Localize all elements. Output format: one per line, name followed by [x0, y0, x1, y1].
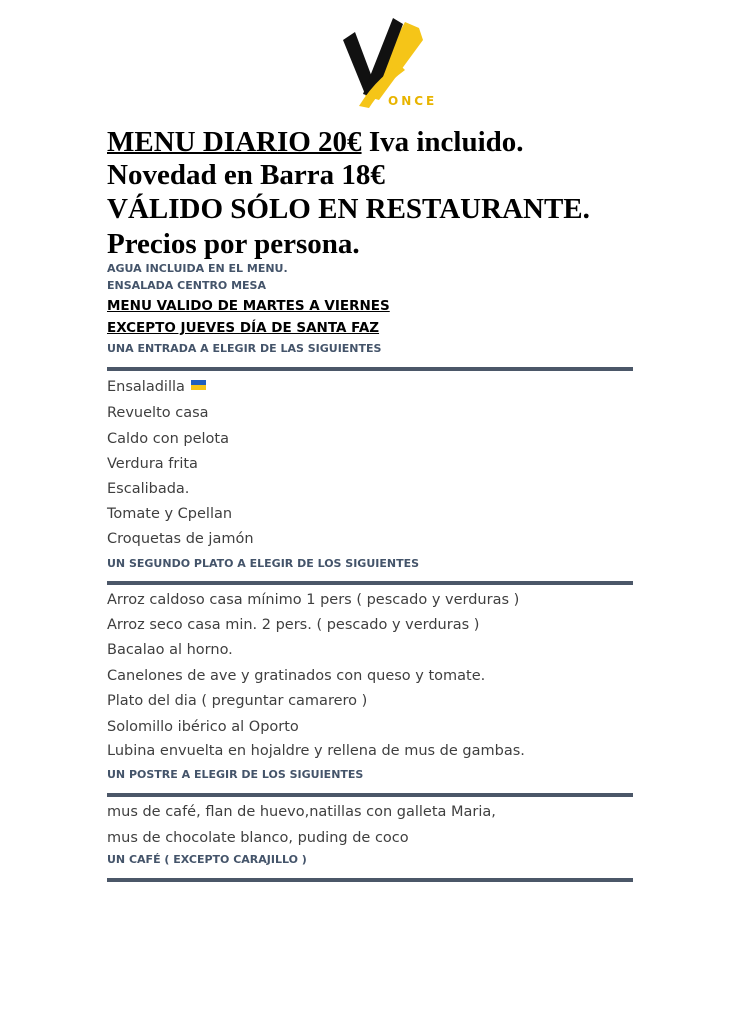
- heading-price-underlined: MENU DIARIO 20€: [107, 126, 362, 158]
- mains-title: UN SEGUNDO PLATO A ELEGIR DE LOS SIGUIENTES: [107, 557, 420, 570]
- heading-restaurant-only: VÁLIDO SÓLO EN RESTAURANTE.: [107, 193, 590, 225]
- coffee-note: UN CAFÉ ( EXCEPTO CARAJILLO ): [107, 853, 307, 866]
- main-item: Lubina envuelta en hojaldre y rellena de mus de gambas.: [107, 743, 525, 759]
- main-item: Solomillo ibérico al Oporto: [107, 719, 299, 735]
- note-water: AGUA INCLUIDA EN EL MENU.: [107, 262, 288, 275]
- desserts-title: UN POSTRE A ELEGIR DE LOS SIGUIENTES: [107, 768, 364, 781]
- main-item: Canelones de ave y gratinados con queso y tomate.: [107, 668, 486, 684]
- starter-item: Caldo con pelota: [107, 431, 229, 447]
- heading-price-rest: Iva incluido.: [361, 126, 524, 158]
- heading-price: [107, 124, 524, 160]
- note-salad: ENSALADA CENTRO MESA: [107, 279, 266, 292]
- starter-item: Croquetas de jamón: [107, 531, 254, 547]
- heading-barra: Novedad en Barra 18€: [107, 159, 385, 191]
- starter-item: Escalibada.: [107, 481, 190, 497]
- ukraine-flag-icon: [191, 380, 206, 390]
- divider: [107, 878, 633, 882]
- starters-title: UNA ENTRADA A ELEGIR DE LAS SIGUIENTES: [107, 342, 382, 355]
- divider: [107, 581, 633, 585]
- main-item: Arroz seco casa min. 2 pers. ( pescado y verduras ): [107, 617, 480, 633]
- main-item: Bacalao al horno.: [107, 642, 233, 658]
- starter-item: Ensaladilla: [107, 377, 206, 397]
- divider: [107, 367, 633, 371]
- divider: [107, 793, 633, 797]
- main-item: Arroz caldoso casa mínimo 1 pers ( pescado y verduras ): [107, 592, 520, 608]
- dessert-item: mus de café, flan de huevo,natillas con galleta Maria,: [107, 804, 496, 820]
- note-exception: EXCEPTO JUEVES DÍA DE SANTA FAZ: [107, 320, 380, 336]
- logo-text: ONCE: [388, 94, 438, 108]
- dessert-item: mus de chocolate blanco, puding de coco: [107, 830, 409, 846]
- heading-per-person: Precios por persona.: [107, 228, 360, 260]
- starter-item: Revuelto casa: [107, 405, 209, 421]
- main-item: Plato del dia ( preguntar camarero ): [107, 693, 368, 709]
- note-valid-days: MENU VALIDO DE MARTES A VIERNES: [107, 298, 390, 314]
- starter-item: Tomate y Cpellan: [107, 506, 233, 522]
- starter-item: Verdura frita: [107, 456, 198, 472]
